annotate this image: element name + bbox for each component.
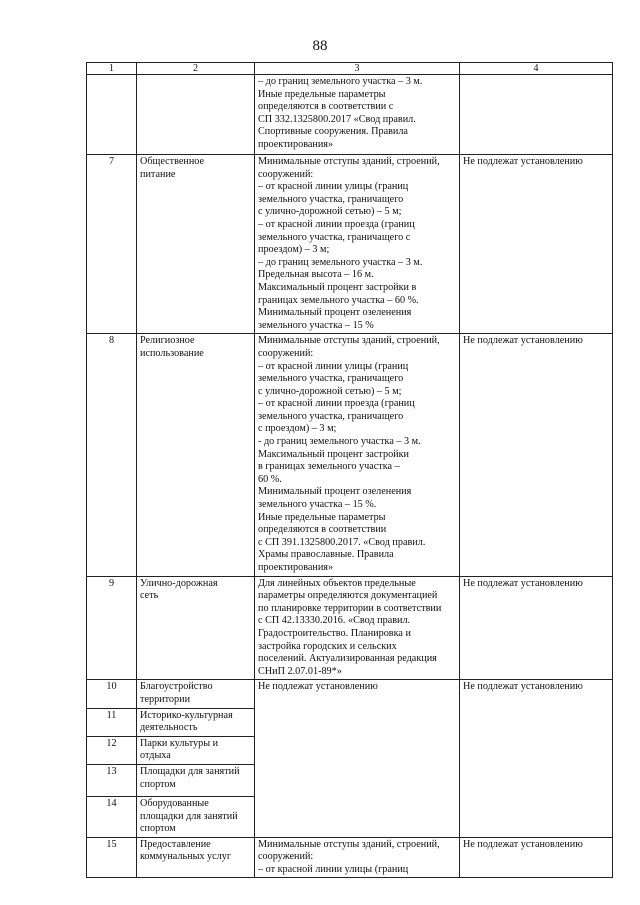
limitations-cell: Не подлежат установлению xyxy=(460,576,613,680)
table-row xyxy=(87,155,613,334)
cell-line: – от красной линии проезда (границ xyxy=(258,398,415,410)
cell-line: Спортивные сооружения. Правила xyxy=(258,126,408,138)
cell-line: использование xyxy=(140,347,204,359)
cell-line: проектирования» xyxy=(258,562,334,573)
table-row xyxy=(87,576,613,680)
use-type-name xyxy=(137,75,255,155)
cell-line: Минимальные отступы зданий, строений, xyxy=(258,335,440,347)
parameters-cell xyxy=(255,75,460,155)
cell-line: Для линейных объектов предельные xyxy=(258,577,416,589)
table-row xyxy=(87,680,613,708)
cell-line: Улично-дорожная xyxy=(140,577,218,589)
cell-line: Максимальный процент застройки xyxy=(258,448,410,460)
cell-line: земельного участка, граничащего с xyxy=(258,231,411,243)
cell-line: СП 332.1325800.2017 «Свод правил. xyxy=(258,113,416,125)
cell-line: Благоустройство xyxy=(140,681,213,693)
cell-line: Предоставление xyxy=(140,838,211,850)
cell-line: земельного участка, граничащего xyxy=(258,193,404,205)
cell-line: сеть xyxy=(140,590,159,602)
header-cell: 3 xyxy=(255,63,460,75)
regulations-table xyxy=(86,62,613,878)
page-number: 88 xyxy=(312,38,328,54)
cell-line: сооружений: xyxy=(258,347,314,359)
cell-line: СНиП 2.07.01-89*» xyxy=(258,665,342,677)
row-number: 12 xyxy=(87,736,137,764)
cell-line: с СП 391.1325800.2017. «Свод правил. xyxy=(258,536,426,548)
cell-line: территории xyxy=(140,693,191,705)
cell-line: Минимальный процент озеленения xyxy=(258,307,412,319)
table-row xyxy=(87,334,613,576)
cell-line: Храмы православные. Правила xyxy=(258,549,394,561)
limitations-cell: Не подлежат установлению xyxy=(460,155,613,334)
header-cell: 2 xyxy=(137,63,255,75)
cell-line: Религиозное xyxy=(140,335,195,347)
use-type-name xyxy=(137,796,255,837)
table-header-row xyxy=(87,63,613,75)
cell-line: с проездом) – 3 м; xyxy=(258,423,337,435)
limitations-cell: Не подлежат установлению xyxy=(460,680,613,837)
cell-line: проездом) – 3 м; xyxy=(258,244,330,256)
limitations-cell: Не подлежат установлению xyxy=(460,334,613,576)
cell-line: определяются в соответствии xyxy=(258,524,387,536)
limitations-cell: Не подлежат установлению xyxy=(460,837,613,878)
row-number: 14 xyxy=(87,796,137,837)
use-type-name xyxy=(137,334,255,576)
row-number: 10 xyxy=(87,680,137,708)
cell-line: 60 %. xyxy=(258,473,282,485)
cell-line: отдыха xyxy=(140,750,171,762)
cell-line: земельного участка, граничащего xyxy=(258,410,404,422)
header-cell: 1 xyxy=(87,63,137,75)
cell-line: Минимальный процент озеленения xyxy=(258,486,412,498)
table-row xyxy=(87,837,613,878)
cell-line: площадки для занятий xyxy=(140,810,238,822)
cell-line: спортом xyxy=(140,778,176,790)
use-type-name xyxy=(137,736,255,764)
row-number xyxy=(87,75,137,155)
use-type-name xyxy=(137,708,255,736)
parameters-cell xyxy=(255,155,460,334)
cell-line: – от красной линии проезда (границ xyxy=(258,218,415,230)
cell-line: - до границ земельного участка – 3 м. xyxy=(258,436,421,448)
limitations-cell xyxy=(460,75,613,155)
row-number: 8 xyxy=(87,334,137,576)
cell-line: Максимальный процент застройки в xyxy=(258,281,417,293)
cell-line: спортом xyxy=(140,823,176,835)
header-cell: 4 xyxy=(460,63,613,75)
cell-line: – от красной линии улицы (границ xyxy=(258,360,409,372)
cell-line: Общественное xyxy=(140,156,205,167)
cell-line: границах земельного участка – 60 %. xyxy=(258,294,419,306)
cell-line: деятельность xyxy=(140,722,198,734)
cell-line: питание xyxy=(140,168,176,180)
cell-line: Градостроительство. Планировка и xyxy=(258,627,411,639)
cell-line: Минимальные отступы зданий, строений, xyxy=(258,156,440,167)
cell-line: Парки культуры и xyxy=(140,737,219,749)
row-number: 15 xyxy=(87,837,137,878)
cell-line: в границах земельного участка – xyxy=(258,461,400,473)
cell-line: земельного участка, граничащего xyxy=(258,373,404,385)
cell-line: Предельная высота – 16 м. xyxy=(258,269,374,281)
cell-line: Иные предельные параметры xyxy=(258,88,386,100)
row-number: 11 xyxy=(87,708,137,736)
use-type-name xyxy=(137,837,255,878)
parameters-cell xyxy=(255,334,460,576)
row-number: 13 xyxy=(87,764,137,796)
cell-line: застройка городских и сельских xyxy=(258,640,397,652)
cell-line: поселений. Актуализированная редакция xyxy=(258,653,437,665)
cell-line: с улично-дорожной сетью) – 5 м; xyxy=(258,385,402,397)
use-type-name xyxy=(137,155,255,334)
cell-line: Историко-культурная xyxy=(140,709,233,721)
cell-line: определяются в соответствии с xyxy=(258,101,394,113)
use-type-name xyxy=(137,764,255,796)
cell-line: параметры определяются документацией xyxy=(258,590,438,602)
cell-line: коммунальных услуг xyxy=(140,851,232,863)
cell-line: сооружений: xyxy=(258,168,314,180)
cell-line: – от красной линии улицы (границ xyxy=(258,863,409,875)
table-row xyxy=(87,75,613,155)
row-number: 7 xyxy=(87,155,137,334)
cell-line: земельного участка – 15 %. xyxy=(258,499,377,511)
cell-line: – до границ земельного участка – 3 м. xyxy=(258,256,423,268)
parameters-cell xyxy=(255,837,460,878)
cell-line: с улично-дорожной сетью) – 5 м; xyxy=(258,206,402,218)
cell-line: Площадки для занятий xyxy=(140,765,240,777)
cell-line: Иные предельные параметры xyxy=(258,511,386,523)
parameters-cell: Не подлежат установлению xyxy=(255,680,460,837)
row-number: 9 xyxy=(87,576,137,680)
parameters-cell xyxy=(255,576,460,680)
cell-line: Оборудованные xyxy=(140,797,209,809)
cell-line: с СП 42.13330.2016. «Свод правил. xyxy=(258,615,411,627)
cell-line: – до границ земельного участка – 3 м. xyxy=(258,76,423,87)
cell-line: сооружений: xyxy=(258,851,314,863)
cell-line: по планировке территории в соответствии xyxy=(258,602,442,614)
use-type-name xyxy=(137,576,255,680)
cell-line: земельного участка – 15 % xyxy=(258,319,374,331)
cell-line: Минимальные отступы зданий, строений, xyxy=(258,838,440,850)
cell-line: – от красной линии улицы (границ xyxy=(258,181,409,193)
cell-line: проектирования» xyxy=(258,138,334,150)
use-type-name xyxy=(137,680,255,708)
